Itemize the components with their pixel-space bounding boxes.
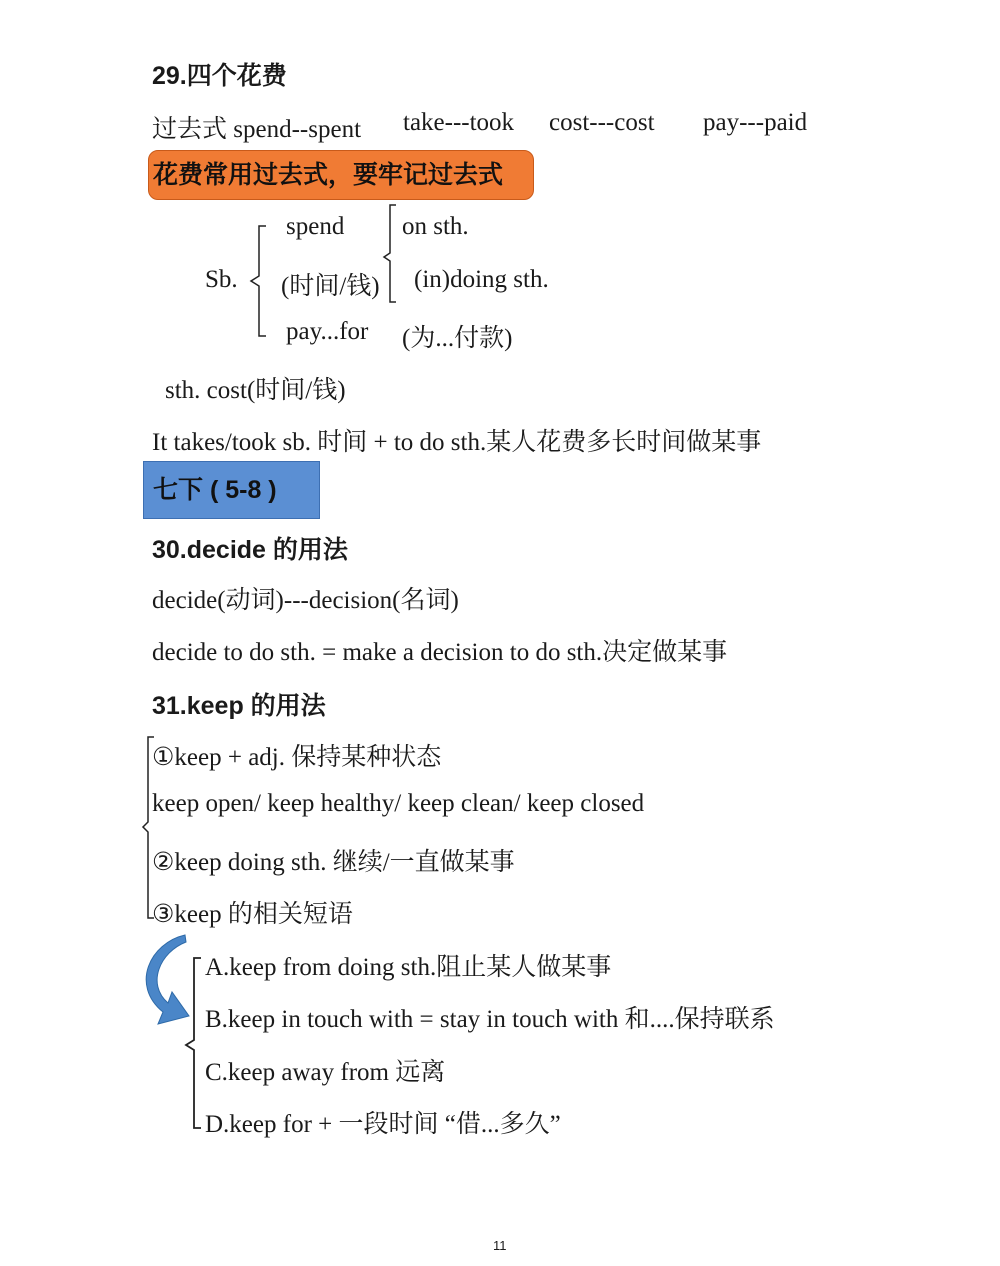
past-tense-line <box>152 109 361 145</box>
pair-cost: cost---cost <box>549 109 655 136</box>
curved-arrow-icon <box>146 935 189 1024</box>
pair-spend: spend--spent <box>233 116 362 143</box>
subject-sb: Sb. <box>205 266 238 293</box>
phrase-d: D.keep for + 一段时间 “借...多久” <box>205 1111 561 1138</box>
takes-line: It takes/took sb. 时间 + to do sth.某人花费多长时间做某事 <box>152 429 762 456</box>
keep-item-2: ②keep doing sth. 继续/一直做某事 <box>152 849 515 876</box>
object-doing-sth: (in)doing sth. <box>414 266 549 293</box>
section-31-heading: 31.keep 的用法 <box>152 692 326 720</box>
keep-examples: keep open/ keep healthy/ keep clean/ keep closed <box>152 790 645 817</box>
section-30-heading: 30.decide 的用法 <box>152 536 348 564</box>
sb-brace <box>251 226 266 336</box>
highlight-note: 花费常用过去式，要牢记过去式 <box>148 150 534 200</box>
verb-spend: spend <box>286 213 345 240</box>
verb-pay-for: pay...for <box>286 318 369 345</box>
decide-forms-line: decide(动词)---decision(名词) <box>152 587 459 614</box>
section-29-heading: 29.四个花费 <box>152 62 287 90</box>
phrase-c: C.keep away from 远离 <box>205 1059 446 1086</box>
decide-usage-line: decide to do sth. = make a decision to do sth.决定做某事 <box>152 639 728 666</box>
past-tense-label: 过去式 <box>152 116 228 143</box>
keep-item-3: ③keep 的相关短语 <box>152 901 353 928</box>
pair-pay: pay---paid <box>703 109 808 136</box>
cost-line: sth. cost(时间/钱) <box>165 377 346 404</box>
spend-bracket <box>384 205 396 302</box>
phrase-b: B.keep in touch with = stay in touch with 和....保持联系 <box>205 1006 775 1033</box>
pair-take: take---took <box>403 109 515 136</box>
phrase-a: A.keep from doing sth.阻止某人做某事 <box>205 954 612 981</box>
page-number: 11 <box>493 1238 507 1253</box>
object-pay-for-note: (为...付款) <box>402 325 513 352</box>
phrases-brace <box>186 958 201 1128</box>
keep-item-1: ①keep + adj. 保持某种状态 <box>152 744 442 771</box>
object-on-sth: on sth. <box>402 213 469 240</box>
verb-time-money: (时间/钱) <box>281 273 380 300</box>
unit-banner: 七下 ( 5-8 ) <box>143 461 320 519</box>
